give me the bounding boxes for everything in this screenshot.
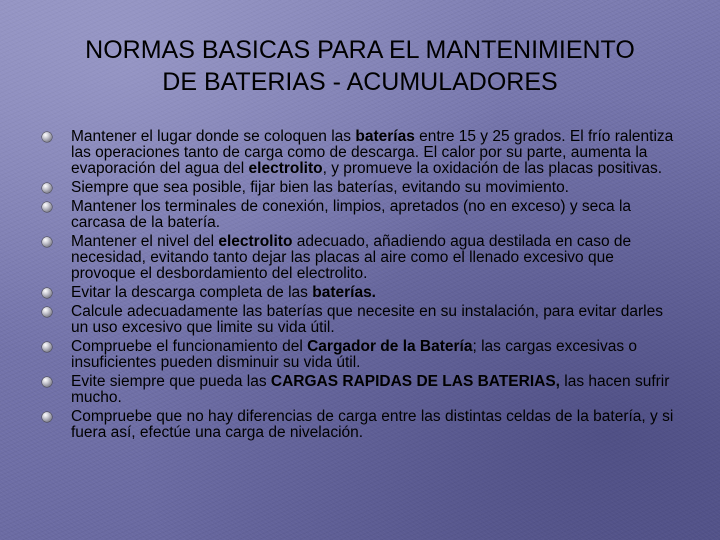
bullet-text bbox=[71, 338, 637, 371]
bullet-text-bold: baterías bbox=[355, 128, 415, 145]
bullet-list bbox=[42, 129, 682, 444]
bullet-item bbox=[42, 374, 682, 406]
bullet-dot-icon bbox=[42, 183, 52, 193]
slide-title-line-1: NORMAS BASICAS PARA EL MANTENIMIENTO bbox=[85, 36, 635, 64]
bullet-text-run: , y promueve la oxidación de las placas positivas. bbox=[322, 160, 663, 177]
bullet-text-run: adecuado, añadiendo agua destilada en caso de necesidad, evitando tanto dejar las placas al aire como el llenado excesivo que provoque el desbordamiento del electrolito. bbox=[71, 233, 632, 282]
bullet-text-run: Siempre que sea posible, fijar bien las baterías, evitando su movimiento. bbox=[71, 179, 569, 196]
bullet-item bbox=[42, 180, 682, 196]
bullet-item bbox=[42, 129, 682, 177]
bullet-item bbox=[42, 234, 682, 282]
bullet-text bbox=[71, 373, 669, 406]
bullet-text bbox=[71, 198, 631, 231]
bullet-item bbox=[42, 304, 682, 336]
bullet-text bbox=[71, 284, 376, 301]
bullet-dot-icon bbox=[42, 342, 52, 352]
bullet-dot-icon bbox=[42, 202, 52, 212]
bullet-text bbox=[71, 233, 631, 282]
bullet-text bbox=[71, 408, 673, 441]
bullet-dot-icon bbox=[42, 288, 52, 298]
slide-title-line-2: DE BATERIAS - ACUMULADORES bbox=[162, 68, 558, 96]
bullet-text-bold: electrolito bbox=[248, 160, 323, 177]
bullet-text-bold: CARGAS RAPIDAS DE LAS BATERIAS, bbox=[270, 373, 560, 390]
slide-title bbox=[20, 34, 700, 98]
bullet-text-run: Evitar la descarga completa de las bbox=[71, 284, 313, 301]
bullet-text-bold: Cargador de la Batería bbox=[307, 338, 473, 355]
bullet-text-run: Compruebe que no hay diferencias de carga entre las distintas celdas de la batería, y si fuera así, efectúe una carga de nivelación. bbox=[71, 408, 674, 441]
bullet-text-bold: electrolito bbox=[218, 233, 293, 250]
bullet-text-run: Mantener el nivel del bbox=[71, 233, 219, 250]
bullet-text bbox=[71, 303, 663, 336]
bullet-text-run: entre 15 y 25 grados. El frío ralentiza las operaciones tanto de carga como de descarga. El calor por su parte, aumenta la evaporación del agua del bbox=[71, 128, 674, 177]
bullet-dot-icon bbox=[42, 132, 52, 142]
bullet-text-run: las hacen sufrir mucho. bbox=[71, 373, 670, 406]
bullet-dot-icon bbox=[42, 237, 52, 247]
bullet-item bbox=[42, 339, 682, 371]
bullet-dot-icon bbox=[42, 377, 52, 387]
bullet-text bbox=[71, 128, 673, 177]
bullet-text-run: Calcule adecuadamente las baterías que necesite en su instalación, para evitar darles un uso excesivo que limite su vida útil. bbox=[71, 303, 663, 336]
bullet-text-run: ; las cargas excesivas o insuficientes pueden disminuir su vida útil. bbox=[71, 338, 638, 371]
bullet-item bbox=[42, 409, 682, 441]
bullet-text-run: Evite siempre que pueda las bbox=[71, 373, 271, 390]
bullet-dot-icon bbox=[42, 307, 52, 317]
bullet-item bbox=[42, 199, 682, 231]
bullet-text-run: Mantener el lugar donde se coloquen las bbox=[71, 128, 356, 145]
bullet-dot-icon bbox=[42, 412, 52, 422]
bullet-text-bold: baterías. bbox=[312, 284, 376, 301]
bullet-text-run: Mantener los terminales de conexión, limpios, apretados (no en exceso) y seca la carcasa de la batería. bbox=[71, 198, 632, 231]
bullet-text bbox=[71, 179, 569, 196]
bullet-item bbox=[42, 285, 682, 301]
bullet-text-run: Compruebe el funcionamiento del bbox=[71, 338, 308, 355]
